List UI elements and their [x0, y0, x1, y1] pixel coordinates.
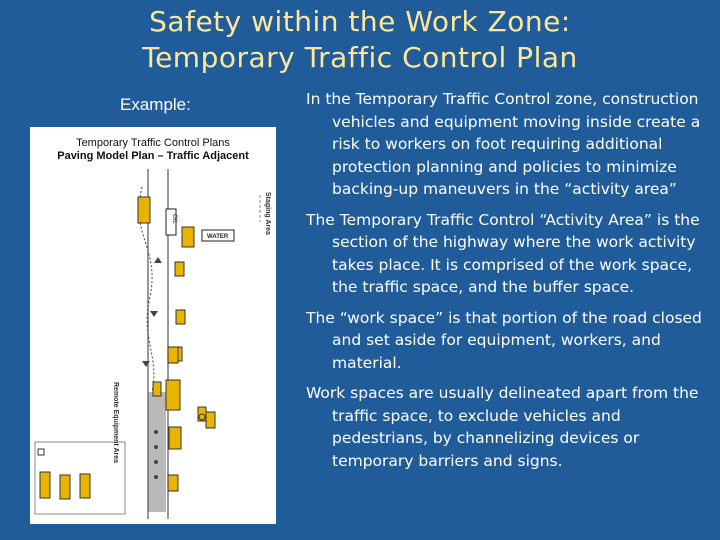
water-tank-label: WATER [207, 234, 229, 240]
slide-title [0, 4, 720, 76]
checkbox-icon [38, 449, 44, 455]
traffic-plan-diagram [30, 127, 276, 524]
paragraph-work-space-definition: The “work space” is that portion of the road closed and set aside for equipment, workers, and material. [306, 308, 702, 372]
vehicle-icon [206, 412, 215, 428]
roller-icon [169, 427, 181, 449]
body-text [306, 88, 716, 480]
equipment-icon [40, 472, 50, 498]
paragraph-activity-area-risk: In the Temporary Traffic Control zone, construction vehicles and equipment moving inside create a risk to workers on foot requiring additional protection planning and policies to minimize backing-up maneuvers in the “activity area” [306, 90, 701, 198]
vehicle-icon [175, 262, 184, 276]
tanker-truck-icon [182, 227, 194, 247]
paragraph-work-space-delineation: Work spaces are usually delineated apart from the traffic space, to exclude vehicles and pedestrians, by channelizing devices or temporary barriers and signs. [306, 384, 699, 470]
route-arrow-icon [150, 311, 158, 317]
slide-title-line-2: Temporary Traffic Control Plan [142, 41, 578, 74]
paved-lane [148, 392, 166, 512]
traffic-control-plan-figure [30, 127, 276, 524]
remote-equipment-area-label: Remote Equipment Area [112, 382, 119, 464]
example-label: Example: [120, 95, 191, 114]
slide-title-line-1: Safety within the Work Zone: [149, 5, 571, 38]
cone-icon [154, 430, 158, 434]
equipment-icon [60, 475, 70, 499]
vehicle-icon [176, 310, 185, 324]
paragraph-activity-area-definition: The Temporary Traffic Control “Activity Area” is the section of the highway where the work activity takes place. It is comprised of the work space, the traffic space, and the buffer space. [306, 210, 700, 296]
staging-area-label: Staging Area [264, 192, 271, 235]
figure-caption [30, 137, 276, 163]
cone-icon [154, 460, 158, 464]
paver-icon [166, 380, 180, 410]
cone-icon [154, 475, 158, 479]
cone-icon [154, 445, 158, 449]
oil-tank-label: OIL [171, 214, 177, 224]
truck-icon [168, 347, 178, 363]
dump-truck-icon [138, 197, 150, 223]
roller-icon [168, 475, 178, 491]
figure-caption-line-2: Paving Model Plan – Traffic Adjacent [57, 150, 249, 162]
equipment-icon [80, 474, 90, 498]
vehicle-icon [153, 382, 161, 396]
figure-caption-line-1: Temporary Traffic Control Plans [76, 137, 230, 149]
route-arrow-icon [154, 257, 162, 263]
